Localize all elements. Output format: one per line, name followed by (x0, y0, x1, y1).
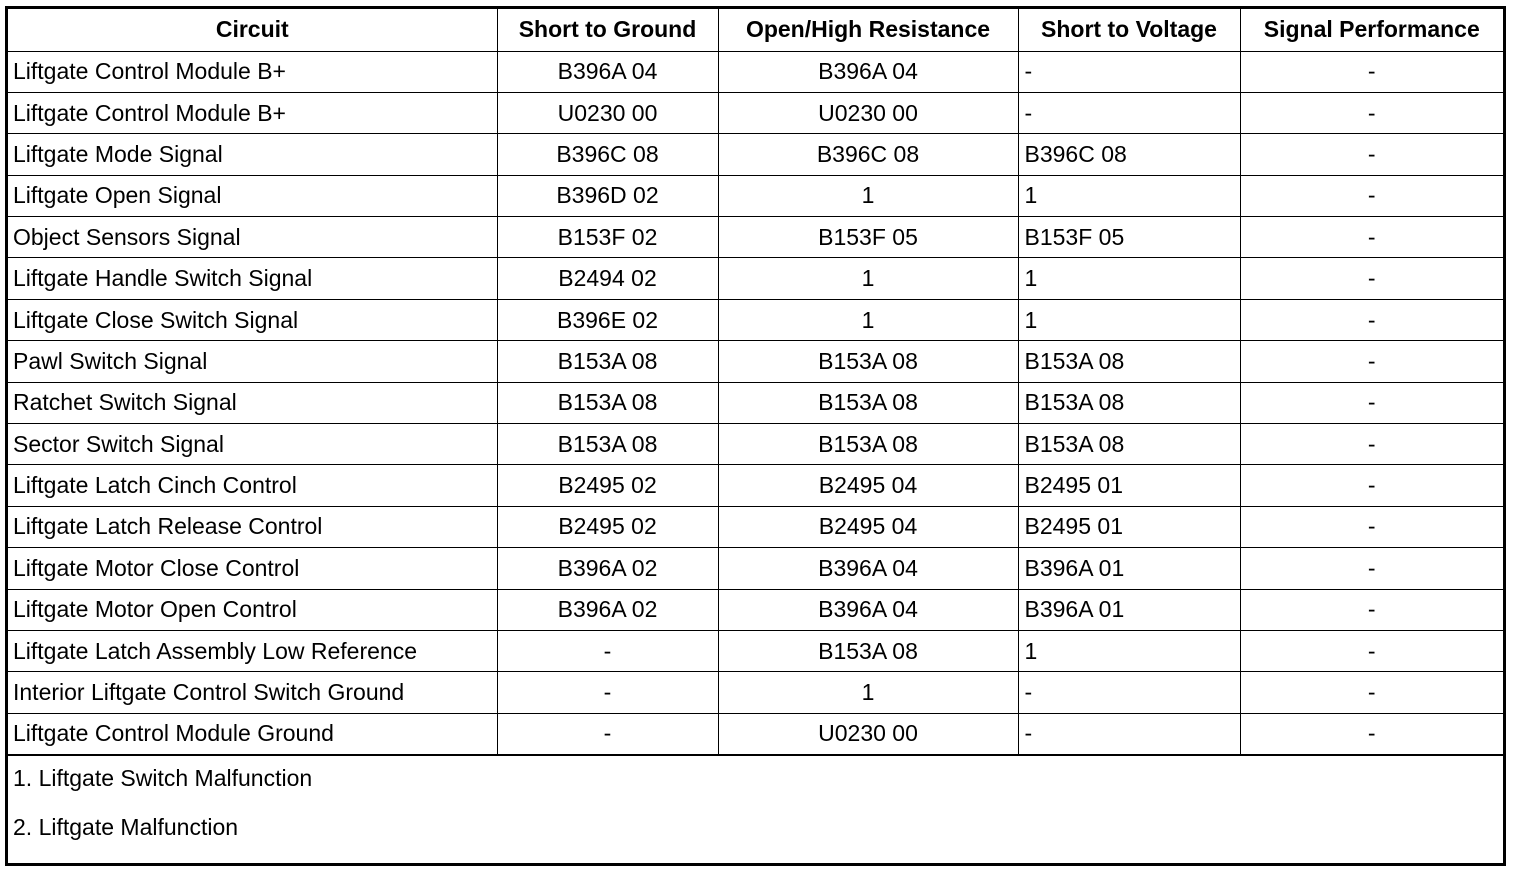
table-row (8, 672, 1503, 713)
cell-open-high-resistance: B2495 04 (718, 465, 1018, 506)
cell-circuit: Liftgate Handle Switch Signal (8, 258, 497, 299)
cell-circuit: Interior Liftgate Control Switch Ground (8, 672, 497, 713)
cell-open-high-resistance: B396C 08 (718, 134, 1018, 175)
header-row (8, 9, 1503, 51)
cell-open-high-resistance: B153A 08 (718, 424, 1018, 465)
cell-signal-performance: - (1240, 134, 1503, 175)
header-short-to-voltage: Short to Voltage (1018, 9, 1240, 51)
cell-short-to-ground: B2495 02 (497, 465, 718, 506)
table-header (8, 9, 1503, 51)
cell-short-to-voltage: 1 (1018, 258, 1240, 299)
cell-short-to-ground: B153A 08 (497, 382, 718, 423)
cell-short-to-voltage: B396A 01 (1018, 548, 1240, 589)
cell-open-high-resistance: 1 (718, 299, 1018, 340)
table-row (8, 217, 1503, 258)
cell-short-to-ground: U0230 00 (497, 92, 718, 133)
cell-open-high-resistance: B153A 08 (718, 630, 1018, 671)
table-notes (8, 755, 1503, 854)
cell-circuit: Liftgate Control Module B+ (8, 92, 497, 133)
cell-signal-performance: - (1240, 630, 1503, 671)
cell-short-to-ground: - (497, 713, 718, 754)
cell-open-high-resistance: 1 (718, 258, 1018, 299)
table-row (8, 506, 1503, 547)
cell-short-to-voltage: 1 (1018, 299, 1240, 340)
table-row (8, 713, 1503, 754)
cell-signal-performance: - (1240, 424, 1503, 465)
table-row (8, 382, 1503, 423)
cell-short-to-voltage: B396C 08 (1018, 134, 1240, 175)
cell-signal-performance: - (1240, 713, 1503, 754)
cell-short-to-ground: B153A 08 (497, 424, 718, 465)
table-row (8, 424, 1503, 465)
cell-circuit: Liftgate Motor Open Control (8, 589, 497, 630)
dtc-table-container (5, 6, 1506, 866)
cell-circuit: Liftgate Mode Signal (8, 134, 497, 175)
cell-open-high-resistance: U0230 00 (718, 713, 1018, 754)
cell-circuit: Liftgate Control Module B+ (8, 51, 497, 92)
cell-signal-performance: - (1240, 548, 1503, 589)
cell-open-high-resistance: B396A 04 (718, 589, 1018, 630)
cell-circuit: Liftgate Latch Cinch Control (8, 465, 497, 506)
cell-short-to-voltage: B396A 01 (1018, 589, 1240, 630)
cell-signal-performance: - (1240, 299, 1503, 340)
table-row (8, 51, 1503, 92)
cell-open-high-resistance: B2495 04 (718, 506, 1018, 547)
cell-short-to-voltage: - (1018, 92, 1240, 133)
dtc-circuit-table (8, 9, 1503, 755)
cell-open-high-resistance: B153A 08 (718, 341, 1018, 382)
cell-short-to-ground: B396A 02 (497, 548, 718, 589)
cell-short-to-voltage: B153A 08 (1018, 341, 1240, 382)
cell-circuit: Liftgate Close Switch Signal (8, 299, 497, 340)
cell-short-to-ground: B396C 08 (497, 134, 718, 175)
cell-open-high-resistance: U0230 00 (718, 92, 1018, 133)
header-open-high-resistance: Open/High Resistance (718, 9, 1018, 51)
table-body (8, 51, 1503, 755)
cell-signal-performance: - (1240, 341, 1503, 382)
cell-short-to-ground: B153F 02 (497, 217, 718, 258)
table-row (8, 134, 1503, 175)
cell-short-to-voltage: B153A 08 (1018, 424, 1240, 465)
note-1: 1. Liftgate Switch Malfunction (13, 764, 313, 791)
cell-short-to-voltage: - (1018, 51, 1240, 92)
cell-circuit: Liftgate Motor Close Control (8, 548, 497, 589)
cell-short-to-ground: B2495 02 (497, 506, 718, 547)
cell-open-high-resistance: 1 (718, 175, 1018, 216)
cell-signal-performance: - (1240, 217, 1503, 258)
header-circuit: Circuit (8, 9, 497, 51)
table-row (8, 341, 1503, 382)
cell-short-to-ground: B396A 02 (497, 589, 718, 630)
note-2: 2. Liftgate Malfunction (13, 813, 239, 840)
cell-signal-performance: - (1240, 92, 1503, 133)
cell-short-to-voltage: 1 (1018, 175, 1240, 216)
cell-short-to-voltage: - (1018, 713, 1240, 754)
cell-short-to-voltage: B2495 01 (1018, 506, 1240, 547)
cell-circuit: Liftgate Control Module Ground (8, 713, 497, 754)
cell-short-to-voltage: B153F 05 (1018, 217, 1240, 258)
cell-signal-performance: - (1240, 382, 1503, 423)
cell-signal-performance: - (1240, 258, 1503, 299)
table-row (8, 258, 1503, 299)
cell-short-to-voltage: - (1018, 672, 1240, 713)
cell-short-to-ground: - (497, 672, 718, 713)
cell-open-high-resistance: B153A 08 (718, 382, 1018, 423)
cell-open-high-resistance: B153F 05 (718, 217, 1018, 258)
cell-short-to-ground: B396D 02 (497, 175, 718, 216)
table-row (8, 465, 1503, 506)
cell-signal-performance: - (1240, 465, 1503, 506)
cell-short-to-voltage: 1 (1018, 630, 1240, 671)
cell-circuit: Liftgate Latch Assembly Low Reference (8, 630, 497, 671)
cell-open-high-resistance: 1 (718, 672, 1018, 713)
cell-short-to-voltage: B2495 01 (1018, 465, 1240, 506)
cell-short-to-ground: B396E 02 (497, 299, 718, 340)
cell-signal-performance: - (1240, 672, 1503, 713)
header-short-to-ground: Short to Ground (497, 9, 718, 51)
cell-circuit: Ratchet Switch Signal (8, 382, 497, 423)
cell-circuit: Liftgate Latch Release Control (8, 506, 497, 547)
table-row (8, 548, 1503, 589)
cell-signal-performance: - (1240, 175, 1503, 216)
cell-short-to-ground: B2494 02 (497, 258, 718, 299)
table-row (8, 175, 1503, 216)
cell-signal-performance: - (1240, 506, 1503, 547)
table-row (8, 589, 1503, 630)
cell-circuit: Sector Switch Signal (8, 424, 497, 465)
cell-circuit: Pawl Switch Signal (8, 341, 497, 382)
cell-short-to-ground: B153A 08 (497, 341, 718, 382)
cell-short-to-ground: - (497, 630, 718, 671)
table-row (8, 630, 1503, 671)
cell-open-high-resistance: B396A 04 (718, 51, 1018, 92)
cell-signal-performance: - (1240, 589, 1503, 630)
cell-signal-performance: - (1240, 51, 1503, 92)
table-row (8, 92, 1503, 133)
table-row (8, 299, 1503, 340)
cell-circuit: Object Sensors Signal (8, 217, 497, 258)
cell-short-to-voltage: B153A 08 (1018, 382, 1240, 423)
cell-circuit: Liftgate Open Signal (8, 175, 497, 216)
cell-short-to-ground: B396A 04 (497, 51, 718, 92)
cell-open-high-resistance: B396A 04 (718, 548, 1018, 589)
header-signal-performance: Signal Performance (1240, 9, 1503, 51)
